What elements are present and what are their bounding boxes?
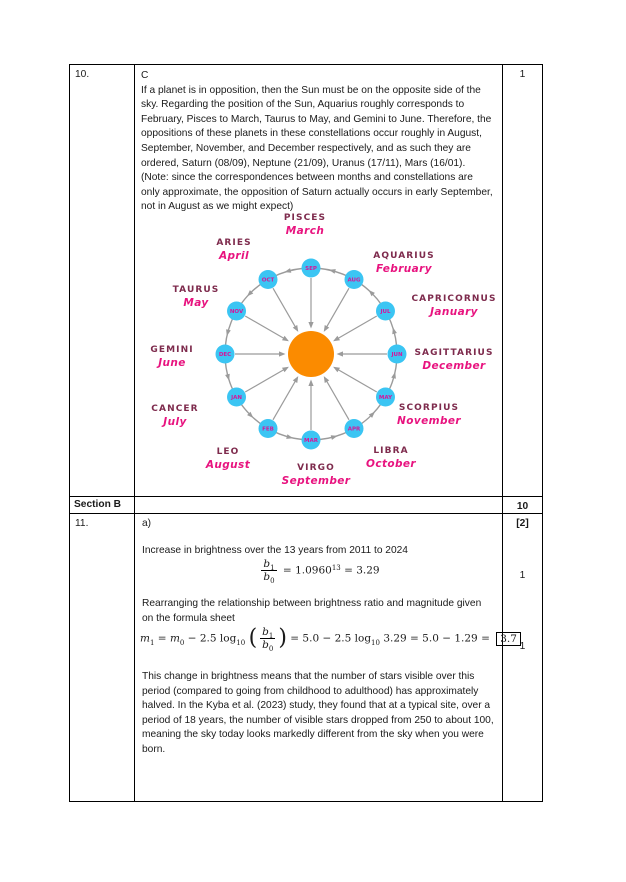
ring-direction-arrowhead <box>331 435 338 440</box>
month-name: March <box>285 224 325 237</box>
question-11-answer-cell <box>135 514 517 801</box>
rearranging-text: Rearranging the relationship between brightness ratio and magnitude given on the formula sheet <box>142 598 482 624</box>
brightness-ratio-formula: $\frac{b_1}{b_0}$ = 1.0960$^{13}$ = 3.29 <box>263 558 380 586</box>
question-number: 10. <box>75 69 90 80</box>
month-name: October <box>366 457 416 470</box>
arrowhead <box>279 351 286 356</box>
opposition-arrow <box>326 288 349 328</box>
month-node-label: MAY <box>378 395 393 401</box>
opposition-arrow <box>245 316 285 339</box>
month-name: April <box>218 249 250 262</box>
opposition-arrow <box>326 380 349 420</box>
magnitude-formula: $m_1 = m_0 - 2.5$ $\log_{10}$ ( $\frac{b_1}{b_0}$ ) = 5.0 − 2.5 $\log_{10} 3.29 = 5.0 - 1.29 = 3.7$ <box>140 626 521 651</box>
zodiac-label <box>235 212 375 237</box>
month-name: May <box>183 296 209 309</box>
fraction-b1-b0: $\frac{b_1}{b_0}$ <box>262 626 274 654</box>
month-name: July <box>163 415 187 428</box>
arrowhead <box>337 351 344 356</box>
arrowhead <box>324 325 330 332</box>
question-10-marks-cell <box>503 65 542 497</box>
constellation-name: PISCES <box>283 213 327 223</box>
ring-direction-arrowhead <box>286 434 293 439</box>
month-name: February <box>376 262 432 275</box>
sun <box>288 331 334 377</box>
section-b-marks-cell <box>503 497 542 514</box>
month-name: December <box>422 359 486 372</box>
mark-value: 1 <box>519 69 526 80</box>
mark-value: 1 <box>519 570 526 581</box>
mark-value: 1 <box>519 641 526 652</box>
month-name: June <box>158 356 186 369</box>
left-paren: ( <box>248 625 258 651</box>
section-mark-total: 10 <box>516 501 529 512</box>
arrowhead <box>308 322 313 329</box>
section-b-empty-cell <box>135 497 503 514</box>
month-node-label: APR <box>347 426 361 433</box>
month-name: January <box>430 305 478 318</box>
month-name: August <box>205 458 251 471</box>
constellation-name: TAURUS <box>172 285 220 295</box>
constellation-name: CAPRICORNUS <box>411 294 497 304</box>
month-name: September <box>281 474 351 487</box>
ring-direction-arrowhead <box>392 327 397 334</box>
zodiac-label <box>164 237 304 262</box>
constellation-name: LEO <box>216 447 240 457</box>
discussion-paragraph: This change in brightness means that the number of stars visible over this period (compared to going from childhood to adulthood) has approximately halved. In the Kyba et al. (2023) study, they found that at a typical site, over a period of 18 years, the number of visible stars dropped from 250 to about 100, meaning the sky today looks markedly different from the sky when you were born. <box>142 671 494 755</box>
ring-direction-arrowhead <box>391 372 396 379</box>
question-10-answer-cell <box>135 65 503 497</box>
question-11-marks-cell <box>503 514 542 801</box>
ring-direction-arrowhead <box>225 374 230 381</box>
month-node-label: DEC <box>218 352 232 358</box>
constellation-name: SCORPIUS <box>398 403 460 413</box>
month-node-label: NOV <box>229 309 244 315</box>
right-paren: ) <box>278 625 287 651</box>
brightness-intro-text: Increase in brightness over the 13 years from 2011 to 2024 <box>142 545 408 556</box>
opposition-arrow <box>337 316 377 339</box>
answer-explanation: If a planet is in opposition, then the Sun must be on the opposite side of the sky. Regarding the position of the Sun, Aquarius roughly corresponds to February, Pisces to March, Taurus to May, and Gemini to June. Therefore, the oppositions of these planets in these constellations occur roughly in August, September, November, and December respectively, and as such they are ordered, Saturn (08/09), Neptune (21/09), Uranus (17/11), Mars (16/01). (Note: since the correspondences between months and constellations are only approximate, the opposition of Saturn actually occurs in early September, not in August as we might expect) <box>141 84 493 213</box>
zodiac-label <box>359 402 499 427</box>
zodiac-opposition-diagram <box>140 210 500 500</box>
question-11-number-cell <box>70 514 135 801</box>
answer-letter: C <box>141 70 149 81</box>
zodiac-label <box>246 462 386 487</box>
month-node-label: AUG <box>347 277 361 284</box>
constellation-name: LIBRA <box>373 446 409 456</box>
ring-direction-arrowhead <box>284 268 291 273</box>
month-node-label: MAR <box>304 438 318 444</box>
arrowhead <box>293 325 299 332</box>
arrowhead <box>308 380 313 387</box>
question-number: 11. <box>75 518 89 529</box>
constellation-name: SAGITTARIUS <box>414 348 494 358</box>
arrowhead <box>333 367 340 373</box>
part-label: a) <box>142 518 152 529</box>
zodiac-label <box>334 250 474 275</box>
zodiac-label <box>105 403 245 428</box>
constellation-name: GEMINI <box>150 345 194 355</box>
zodiac-label <box>126 284 266 309</box>
month-node-label: FEB <box>262 426 274 433</box>
opposition-arrow <box>273 380 296 420</box>
opposition-arrow <box>337 369 377 392</box>
ring-direction-arrowhead <box>226 329 231 336</box>
arrowhead <box>282 367 289 373</box>
constellation-name: CANCER <box>151 404 199 414</box>
month-node-label: JUN <box>391 352 403 358</box>
mark-scheme-table <box>69 64 543 802</box>
zodiac-label <box>102 344 242 369</box>
boxed-result: 3.7 <box>496 632 521 646</box>
arrowhead <box>293 376 299 383</box>
question-10-number-cell <box>70 65 135 497</box>
arrowhead <box>282 336 289 342</box>
arrowhead <box>324 376 330 383</box>
month-node-label: SEP <box>305 266 317 272</box>
part-mark-total: [2] <box>516 518 529 529</box>
arrowhead <box>333 336 340 342</box>
opposition-arrow <box>245 369 285 392</box>
section-label: Section B <box>74 499 121 510</box>
month-node-label: JAN <box>231 395 242 401</box>
month-name: November <box>397 414 461 427</box>
month-node-label: OCT <box>261 277 275 284</box>
month-node-label: JUL <box>380 309 391 315</box>
opposition-arrow <box>273 288 296 328</box>
fraction-b1-b0: $\frac{b_1}{b_0}$ <box>263 558 275 586</box>
constellation-name: ARIES <box>216 238 252 248</box>
constellation-name: VIRGO <box>297 463 335 473</box>
constellation-name: AQUARIUS <box>373 251 435 261</box>
section-b-label-cell <box>70 497 135 514</box>
